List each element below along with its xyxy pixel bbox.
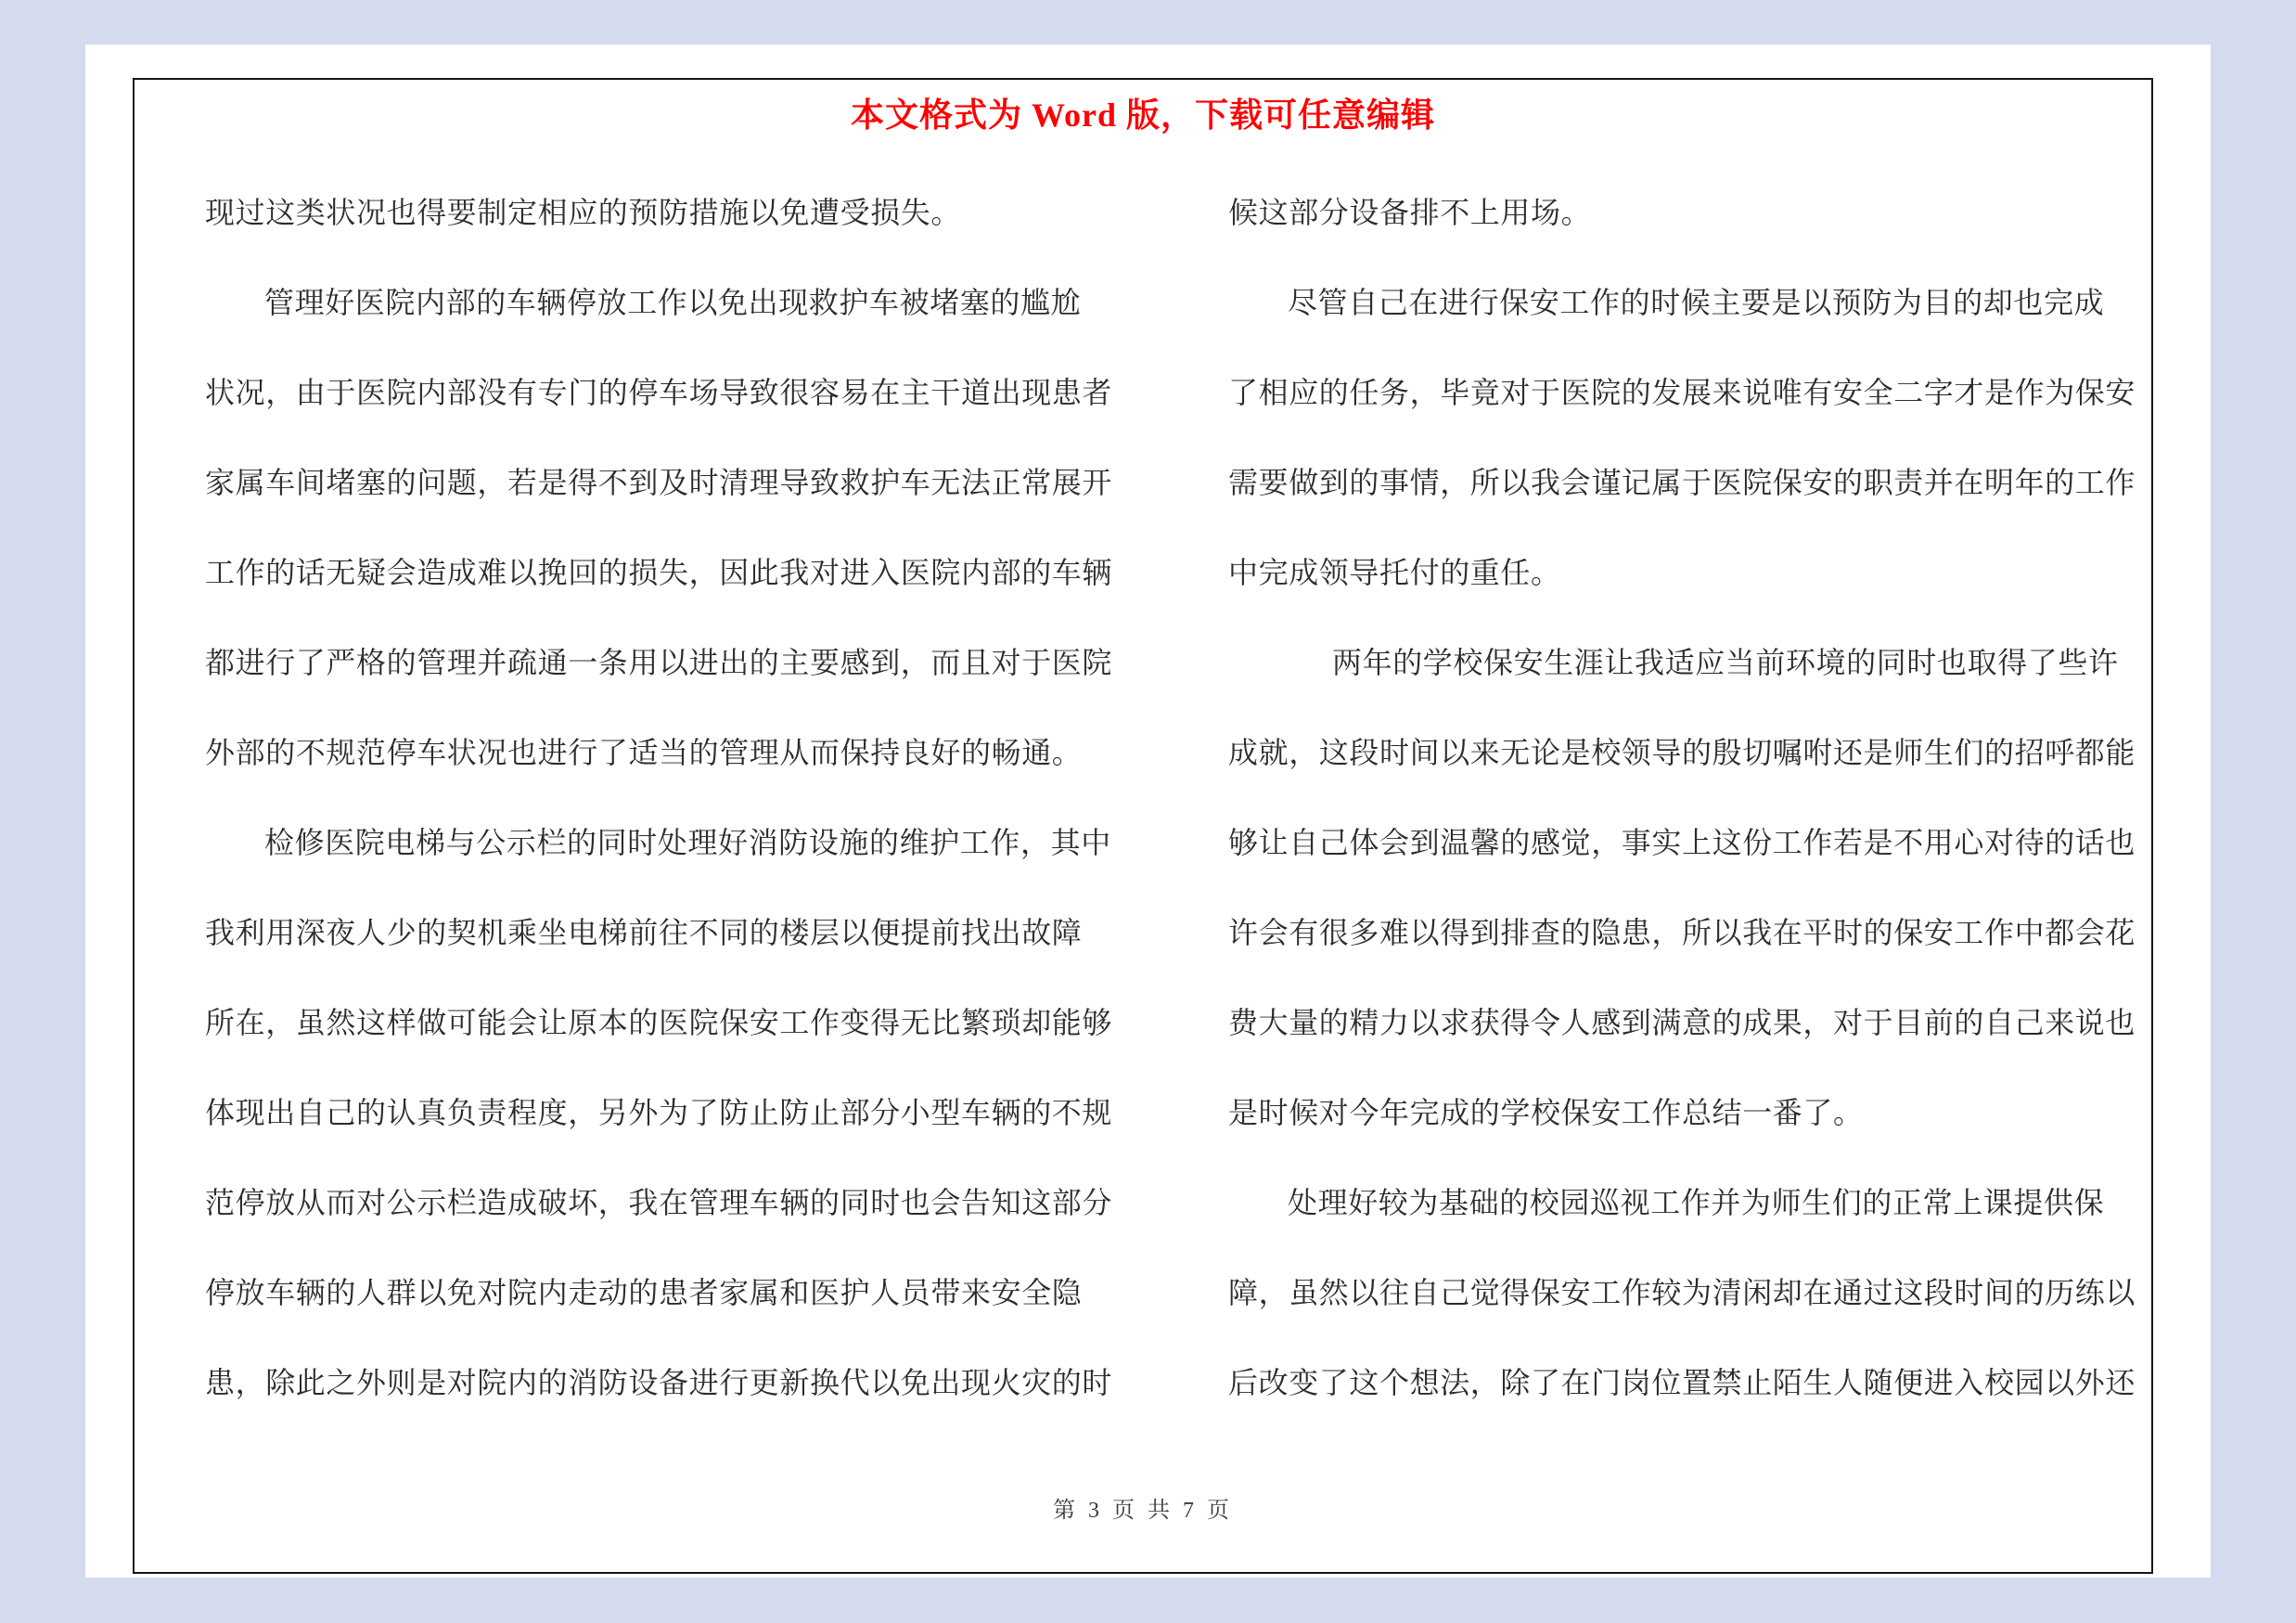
text-line: 都进行了严格的管理并疏通一条用以进出的主要感到，而且对于医院: [205, 646, 1113, 679]
page-number-footer: 第 3 页 共 7 页: [1053, 1499, 1233, 1523]
text-line: 状况，由于医院内部没有专门的停车场导致很容易在主干道出现患者: [205, 376, 1113, 409]
text-line: 候这部分设备排不上用场。: [1228, 196, 1592, 229]
text-line: 成就，这段时间以来无论是校领导的殷切嘱咐还是师生们的招呼都能: [1228, 736, 2136, 769]
text-line: 现过这类状况也得要制定相应的预防措施以免遭受损失。: [205, 196, 962, 229]
text-line: 许会有很多难以得到排查的隐患，所以我在平时的保安工作中都会花: [1228, 916, 2136, 949]
text-line: 家属车间堵塞的问题，若是得不到及时清理导致救护车无法正常展开: [205, 466, 1113, 499]
text-line: 外部的不规范停车状况也进行了适当的管理从而保持良好的畅通。: [205, 736, 1083, 769]
text-line: 了相应的任务，毕竟对于医院的发展来说唯有安全二字才是作为保安: [1228, 376, 2136, 409]
left-text-column: [205, 168, 1142, 1428]
text-line: 患，除此之外则是对院内的消防设备进行更新换代以免出现火灾的时: [205, 1366, 1113, 1399]
right-text-column: [1228, 168, 2150, 1428]
text-line: 范停放从而对公示栏造成破坏，我在管理车辆的同时也会告知这部分: [205, 1186, 1113, 1219]
text-line: 检修医院电梯与公示栏的同时处理好消防设施的维护工作，其中: [264, 826, 1111, 859]
text-line: 两年的学校保安生涯让我适应当前环境的同时也取得了些许: [1332, 646, 2119, 679]
text-line: 是时候对今年完成的学校保安工作总结一番了。: [1228, 1096, 1864, 1129]
text-line: 所在，虽然这样做可能会让原本的医院保安工作变得无比繁琐却能够: [205, 1006, 1113, 1039]
text-line: 停放车辆的人群以免对院内走动的患者家属和医护人员带来安全隐: [205, 1276, 1083, 1309]
text-line: 处理好较为基础的校园巡视工作并为师生们的正常上课提供保: [1288, 1186, 2105, 1219]
header-notice: 本文格式为 Word 版，下载可任意编辑: [850, 97, 1435, 134]
page-border-frame: [133, 78, 2153, 1574]
text-line: 工作的话无疑会造成难以挽回的损失，因此我对进入医院内部的车辆: [205, 556, 1113, 589]
text-line: 管理好医院内部的车辆停放工作以免出现救护车被堵塞的尴尬: [264, 286, 1082, 319]
text-line: 体现出自己的认真负责程度，另外为了防止防止部分小型车辆的不规: [205, 1096, 1113, 1129]
word-page: [85, 45, 2211, 1578]
text-line: 尽管自己在进行保安工作的时候主要是以预防为目的却也完成: [1288, 286, 2105, 319]
text-line: 障，虽然以往自己觉得保安工作较为清闲却在通过这段时间的历练以: [1228, 1276, 2136, 1309]
text-line: 够让自己体会到温馨的感觉，事实上这份工作若是不用心对待的话也: [1228, 826, 2136, 859]
text-line: 需要做到的事情，所以我会谨记属于医院保安的职责并在明年的工作: [1228, 466, 2136, 499]
text-line: 费大量的精力以求获得令人感到满意的成果，对于目前的自己来说也: [1228, 1006, 2136, 1039]
text-line: 中完成领导托付的重任。: [1228, 556, 1561, 589]
text-line: 我利用深夜人少的契机乘坐电梯前往不同的楼层以便提前找出故障: [205, 916, 1083, 949]
text-line: 后改变了这个想法，除了在门岗位置禁止陌生人随便进入校园以外还: [1228, 1366, 2136, 1399]
